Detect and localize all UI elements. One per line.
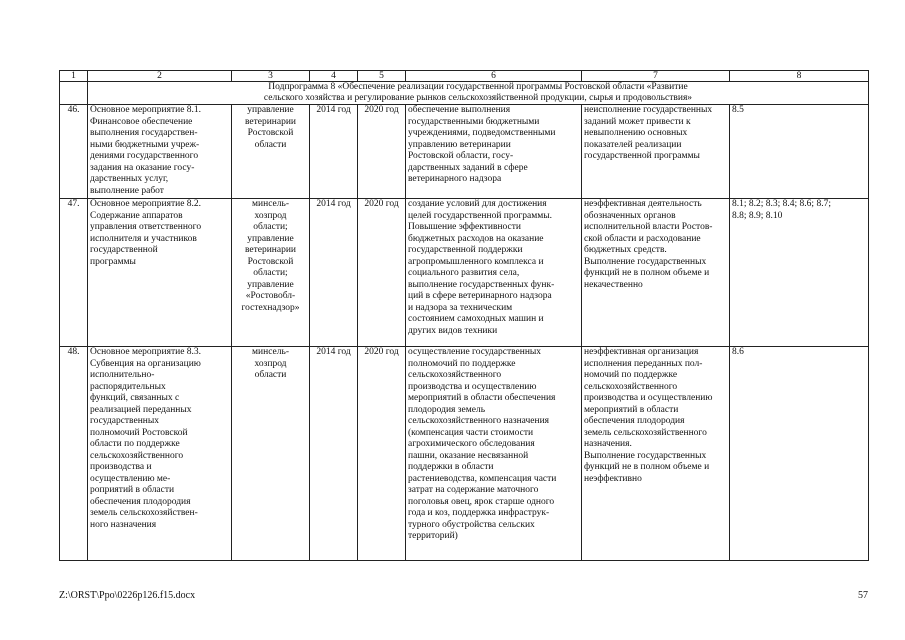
table-row (60, 199, 869, 347)
activity-name-line: Основное мероприятие 8.3. (90, 347, 202, 357)
activity-name-line: области по поддержке (90, 439, 180, 449)
activity-name-line: государственных (90, 416, 160, 426)
consequences-line: исполнения переданных пол- (584, 358, 703, 369)
consequences-line: функций не в полном объеме и (584, 462, 710, 472)
consequences-line: заданий может привести к (584, 116, 691, 127)
executor-line: управление (247, 105, 294, 115)
activity-name-line: ного назначения (90, 519, 157, 530)
subprogram-title-line: Подпрограмма 8 «Обеспечение реализации государственной программы Ростовской области «Развитие (268, 82, 688, 92)
activity-name-line: программы (90, 256, 136, 267)
expected-result-line: затрат на содержание маточного (408, 485, 539, 495)
consequences-line: неисполнение государственных (584, 105, 713, 115)
end-year-cell: 2020 год (358, 105, 406, 199)
expected-result-line: дарственных заданий в сфере (408, 162, 528, 173)
activity-name-line: Субвенция на организацию (90, 358, 201, 369)
executor-line: ветеринарии (244, 245, 297, 255)
consequences-line: назначения. (584, 439, 632, 449)
activity-name-line: реализацией переданных (90, 404, 192, 415)
executor-line: Ростовской (247, 256, 294, 267)
expected-result-line: целей государственной программы. (408, 210, 553, 221)
indicators-line: 8.6 (732, 347, 744, 357)
consequences-line: производства и осуществлению (584, 393, 713, 403)
executor-cell (232, 105, 310, 199)
expected-result-line: производства и осуществлению (408, 381, 537, 392)
expected-result-line: бюджетных расходов на оказание (408, 233, 544, 244)
consequences-line: показателей реализации (584, 139, 682, 150)
executor-line: хозпрод (254, 358, 287, 369)
consequences-cell (582, 347, 730, 561)
activity-name-line: дарственных услуг, (90, 174, 169, 184)
executor-line: хозпрод (254, 210, 287, 221)
consequences-line: исполнительной власти Ростов- (584, 222, 713, 232)
expected-result-line: государственными бюджетными (408, 116, 540, 127)
activity-name-line: Основное мероприятие 8.2. (90, 199, 202, 209)
executor-line: управление (247, 279, 294, 290)
executor-line: минсель- (252, 347, 289, 357)
expected-result-line: создание условий для достижения (408, 199, 547, 209)
column-number: 7 (582, 71, 730, 82)
expected-result-line: состоянием самоходных машин и (408, 314, 544, 324)
expected-result-cell (406, 199, 582, 347)
expected-result-line: осуществление государственных (408, 347, 542, 357)
activity-name-line: полномочий Ростовской (90, 427, 188, 438)
executor-line: минсель- (252, 199, 289, 209)
activity-name-line: управления ответственного (90, 222, 202, 232)
expected-result-line: поддержки в области (408, 462, 494, 472)
activity-name-line: Содержание аппаратов (90, 210, 183, 221)
executor-line: управление (247, 233, 294, 244)
activity-name-line: выполнения государствен- (90, 128, 198, 138)
column-number: 6 (406, 71, 582, 82)
table-row (60, 105, 869, 199)
executor-line: ветеринарии (244, 116, 297, 127)
activity-name-line: ными бюджетными учреж- (90, 139, 200, 150)
expected-result-line: пашни, оказание несвязанной (408, 450, 529, 461)
activity-name-cell (88, 347, 232, 561)
expected-result-line: агропромышленного комплекса и (408, 256, 544, 267)
indicators-cell (730, 199, 869, 347)
expected-result-line: учреждениями, подведомственными (408, 128, 556, 138)
expected-result-line: года и коз, поддержка инфраструк- (408, 508, 550, 518)
expected-result-line: плодородия земель (408, 404, 486, 415)
expected-result-line: поголовья овец, ярок старше одного (408, 496, 555, 507)
activity-name-line: функций, связанных с (90, 393, 180, 403)
footer-page-number: 57 (858, 590, 868, 601)
expected-result-line: и надзора за техническим (408, 302, 513, 313)
consequences-line: неэффективно (584, 473, 642, 484)
activity-name-line: выполнение работ (90, 185, 164, 196)
expected-result-line: Ростовской области, госу- (408, 151, 514, 161)
expected-result-cell (406, 105, 582, 199)
subprogram-title-line: сельского хозяйства и регулирование рынков сельскохозяйственной продукции, сырья и продовольствия» (263, 93, 693, 103)
expected-result-line: обеспечение выполнения (408, 105, 511, 115)
consequences-line: обозначенных органов (584, 210, 676, 221)
table-row (60, 347, 869, 561)
activity-name-line: дениями государственного (90, 151, 199, 161)
consequences-line: мероприятий в области (584, 404, 679, 415)
expected-result-cell (406, 347, 582, 561)
expected-result-line: турного обустройства сельских (408, 519, 535, 530)
consequences-line: земель сельскохозяйственного (584, 427, 707, 438)
indicators-line: 8.8; 8.9; 8.10 (732, 210, 783, 221)
end-year-cell: 2020 год (358, 199, 406, 347)
start-year-cell: 2014 год (310, 105, 358, 199)
column-number: 5 (358, 71, 406, 82)
expected-result-line: управлению ветеринарии (408, 139, 511, 150)
executor-line: области; (253, 268, 288, 278)
expected-result-line: полномочий по поддержке (408, 358, 516, 369)
subprogram-title (88, 82, 869, 105)
activity-name-line: Финансовое обеспечение (90, 116, 193, 127)
column-number: 4 (310, 71, 358, 82)
expected-result-line: выполнение государственных функ- (408, 279, 555, 290)
activity-name-cell (88, 105, 232, 199)
consequences-line: бюджетных средств. (584, 245, 667, 255)
empty-cell (60, 82, 88, 105)
consequences-line: неэффективная деятельность (584, 199, 702, 209)
activity-name-line: исполнителя и участников (90, 233, 197, 244)
consequences-line: Выполнение государственных (584, 450, 707, 461)
executor-line: «Ростовобл- (245, 291, 296, 301)
executor-line: Ростовской (247, 128, 294, 138)
activity-name-line: исполнительно- (90, 370, 155, 380)
expected-result-line: других видов техники (408, 325, 498, 336)
consequences-line: ской области и расходование (584, 233, 701, 244)
consequences-line: сельскохозяйственного (584, 381, 678, 392)
executor-line: области (254, 370, 287, 380)
expected-result-line: территорий) (408, 531, 458, 541)
activity-name-line: распорядительных (90, 381, 166, 392)
consequences-line: Выполнение государственных (584, 256, 707, 267)
expected-result-line: сельскохозяйственного назначения (408, 416, 550, 426)
footer-file-path: Z:\ORST\Ppo\0226p126.f15.docx (59, 590, 196, 601)
executor-line: гостехнадзор» (241, 302, 300, 313)
column-number: 2 (88, 71, 232, 82)
consequences-line: государственной программы (584, 151, 700, 161)
indicators-line: 8.1; 8.2; 8.3; 8.4; 8.6; 8.7; (732, 199, 831, 209)
executor-line: области; (253, 222, 288, 232)
activity-name-line: государственной (90, 245, 158, 255)
activity-name-line: роприятий в области (90, 485, 175, 495)
consequences-line: неэффективная организация (584, 347, 699, 357)
expected-result-line: ветеринарного надзора (408, 174, 502, 184)
expected-result-line: мероприятий в области обеспечения (408, 393, 556, 403)
column-number: 3 (232, 71, 310, 82)
activity-name-cell (88, 199, 232, 347)
expected-result-line: социального развития села, (408, 268, 520, 278)
row-number: 47. (60, 199, 88, 347)
expected-result-line: Повышение эффективности (408, 222, 521, 232)
executor-line: области (254, 139, 287, 150)
indicators-cell (730, 347, 869, 561)
executor-cell (232, 199, 310, 347)
activity-name-line: производства и (90, 462, 152, 472)
consequences-cell (582, 199, 730, 347)
row-number: 48. (60, 347, 88, 561)
column-number: 8 (730, 71, 869, 82)
activity-name-line: задания на оказание госу- (90, 162, 195, 173)
expected-result-line: растениеводства, компенсация части (408, 473, 557, 484)
consequences-line: обеспечения плодородия (584, 416, 685, 426)
column-number-row (60, 71, 869, 82)
expected-result-line: ций в сфере ветеринарного надзора (408, 291, 552, 301)
consequences-line: некачественно (584, 279, 643, 290)
activity-name-line: земель сельскохозяйствен- (90, 508, 198, 518)
consequences-line: функций не в полном объеме и (584, 268, 710, 278)
program-table (59, 70, 869, 561)
indicators-line: 8.5 (732, 105, 744, 115)
activity-name-line: сельскохозяйственного (90, 450, 184, 461)
start-year-cell: 2014 год (310, 347, 358, 561)
expected-result-line: (компенсация части стоимости (408, 427, 534, 438)
expected-result-line: агрохимического обследования (408, 439, 535, 449)
consequences-cell (582, 105, 730, 199)
subprogram-row (60, 82, 869, 105)
indicators-cell (730, 105, 869, 199)
executor-cell (232, 347, 310, 561)
activity-name-line: Основное мероприятие 8.1. (90, 105, 202, 115)
end-year-cell: 2020 год (358, 347, 406, 561)
expected-result-line: государственной поддержки (408, 245, 523, 255)
expected-result-line: сельскохозяйственного (408, 370, 502, 380)
start-year-cell: 2014 год (310, 199, 358, 347)
consequences-line: невыполнению основных (584, 128, 688, 138)
activity-name-line: осуществлению ме- (90, 473, 171, 484)
activity-name-line: обеспечения плодородия (90, 496, 191, 507)
consequences-line: номочий по поддержке (584, 370, 678, 380)
column-number: 1 (60, 71, 88, 82)
row-number: 46. (60, 105, 88, 199)
